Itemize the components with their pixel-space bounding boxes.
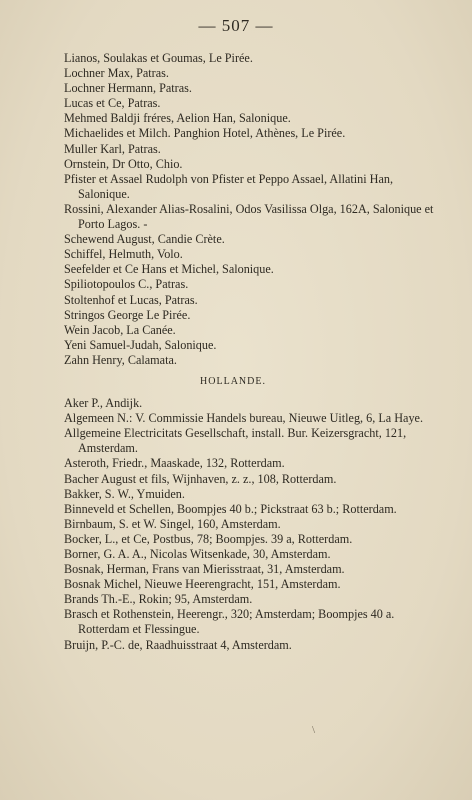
directory-entry: Ornstein, Dr Otto, Chio. [64, 156, 183, 171]
directory-entry: Brands Th.-E., Rokin; 95, Amsterdam. [64, 592, 253, 607]
directory-entry: Algemeen N.: V. Commissie Handels bureau, Nieuwe Uitleg, 6, La Haye. [64, 411, 423, 426]
directory-entry: Lochner Hermann, Patras. [64, 81, 192, 96]
section-heading-hollande: HOLLANDE. [200, 375, 266, 387]
directory-entry: Lochner Max, Patras. [64, 66, 169, 81]
page-number: — 507 — [198, 16, 274, 35]
directory-entry: Bocker, L., et Ce, Postbus, 78; Boompjes. 39 a, Rotterdam. [64, 531, 353, 546]
directory-entry: Asteroth, Friedr., Maaskade, 132, Rotterdam. [64, 456, 285, 471]
directory-entry: Stringos George Le Pirée. [64, 307, 191, 322]
directory-entry: Wein Jacob, La Canée. [64, 322, 176, 337]
directory-entry: Allgemeine Electricitats Gesellschaft, install. Bur. Keizersgracht, 121, Amsterdam. [64, 426, 407, 456]
directory-entry: Schiffel, Helmuth, Volo. [64, 247, 183, 262]
directory-listing [64, 51, 442, 653]
directory-entry: Zahn Henry, Calamata. [64, 352, 177, 367]
directory-entry: Bakker, S. W., Ymuiden. [64, 486, 185, 501]
directory-entry: Pfister et Assael Rudolph von Pfister et Peppo Assael, Allatini Han, Salonique. [64, 171, 394, 201]
directory-entry: Bruijn, P.-C. de, Raadhuisstraat 4, Amsterdam. [64, 637, 292, 652]
directory-entry: Bacher August et fils, Wijnhaven, z. z., 108, Rotterdam. [64, 471, 337, 486]
directory-entry: Muller Karl, Patras. [64, 141, 161, 156]
directory-entry: Lucas et Ce, Patras. [64, 96, 161, 111]
stray-mark: \ [312, 724, 316, 736]
directory-entry: Bosnak, Herman, Frans van Mierisstraat, 31, Amsterdam. [64, 562, 345, 577]
directory-entry: Bosnak Michel, Nieuwe Heerengracht, 151, Amsterdam. [64, 577, 341, 592]
directory-entry: Stoltenhof et Lucas, Patras. [64, 292, 198, 307]
hollande-entries [64, 396, 442, 653]
directory-entry: Yeni Samuel-Judah, Salonique. [64, 337, 217, 352]
directory-entry: Binneveld et Schellen, Boompjes 40 b.; Pickstraat 63 b.; Rotterdam. [64, 501, 397, 516]
directory-entry: Birnbaum, S. et W. Singel, 160, Amsterdam. [64, 516, 281, 531]
directory-entry: Mehmed Baldji fréres, Aelion Han, Salonique. [64, 111, 291, 126]
directory-entry: Michaelides et Milch. Panghion Hotel, Athènes, Le Pirée. [64, 126, 346, 141]
directory-entry: Schewend August, Candie Crète. [64, 232, 225, 247]
greece-entries [64, 51, 442, 368]
directory-entry: Lianos, Soulakas et Goumas, Le Pirée. [64, 51, 253, 65]
directory-entry: Spiliotopoulos C., Patras. [64, 277, 189, 292]
directory-entry: Borner, G. A. A., Nicolas Witsenkade, 30, Amsterdam. [64, 547, 331, 561]
directory-entry: Seefelder et Ce Hans et Michel, Salonique. [64, 262, 274, 277]
directory-entry: Aker P., Andijk. [64, 396, 143, 411]
directory-entry: Brasch et Rothenstein, Heerengr., 320; Amsterdam; Boompjes 40 a. Rotterdam et Flessingue. [64, 607, 395, 637]
directory-entry: Rossini, Alexander Alias-Rosalini, Odos Vasilissa Olga, 162A, Salonique et Porto Lagos. - [64, 201, 434, 232]
